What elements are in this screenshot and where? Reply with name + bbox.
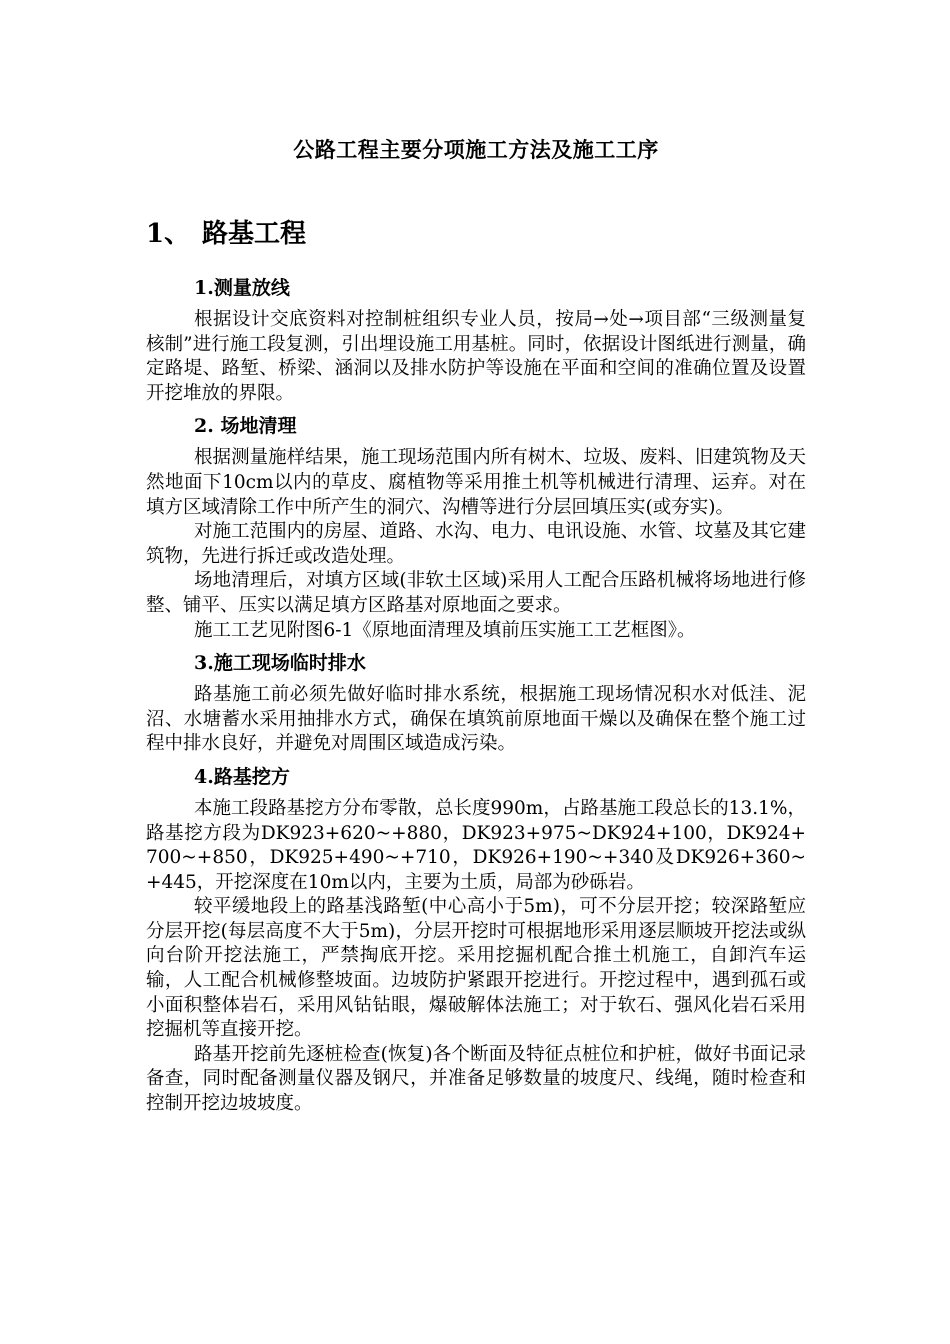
document-title: 公路工程主要分项施工方法及施工工序 <box>293 137 659 162</box>
section-number: 1、 <box>146 219 191 249</box>
subsection-excavation <box>146 757 806 1117</box>
section-heading <box>146 214 806 254</box>
paragraph: 对施工范围内的房屋、道路、水沟、电力、电讯设施、水管、坟墓及其它建筑物，先进行拆迁或改造处理。 <box>146 521 806 567</box>
section-title: 路基工程 <box>202 219 307 249</box>
paragraph: 路基施工前必须先做好临时排水系统，根据施工现场情况积水对低洼、泥沼、水塘蓄水采用抽排水方式，确保在填筑前原地面干燥以及确保在整个施工过程中排水良好，并避免对周围区域造成污染。 <box>146 684 806 755</box>
subsection-heading: 1.测量放线 <box>194 277 290 299</box>
subsection-site-clearing <box>146 406 806 643</box>
paragraph: 路基开挖前先逐桩检查(恢复)各个断面及特征点桩位和护桩，做好书面记录备查，同时配备测量仪器及钢尺，并准备足够数量的坡度尺、线绳，随时检查和控制开挖边坡坡度。 <box>146 1043 806 1115</box>
paragraph: 根据设计交底资料对控制桩组织专业人员，按局→处→项目部“三级测量复核制”进行施工段复测，引出埋设施工用基桩。同时，依据设计图纸进行测量，确定路堤、路堑、桥梁、涵洞以及排水防护等设施在平面和空间的准确位置及设置开挖堆放的界限。 <box>146 309 806 404</box>
paragraph: 场地清理后，对填方区域(非软土区域)采用人工配合压路机械将场地进行修整、铺平、压实以满足填方区路基对原地面之要求。 <box>146 570 806 616</box>
subsection-heading: 4.路基挖方 <box>194 765 290 788</box>
subsection-temporary-drainage <box>146 643 806 757</box>
paragraph: 较平缓地段上的路基浅路堑(中心高小于5m)，可不分层开挖；较深路堑应分层开挖(每层高度不大于5m)，分层开挖时可根据地形采用逐层顺坡开挖法或纵向台阶开挖法施工，严禁掏底开挖。采用挖掘机配合推土机施工，自卸汽车运输，人工配合机械修整坡面。边坡防护紧跟开挖进行。开挖过程中，遇到孤石或小面积整体岩石，采用风钻钻眼，爆破解体法施工；对于软石、强风化岩石采用挖掘机等直接开挖。 <box>146 896 806 1041</box>
paragraph: 施工工艺见附图6-1《原地面清理及填前压实施工工艺框图》。 <box>194 619 696 641</box>
subsection-heading: 2. 场地清理 <box>194 415 297 438</box>
paragraph: 根据测量施样结果，施工现场范围内所有树木、垃圾、废料、旧建筑物及天然地面下10cm以内的草皮、腐植物等采用推土机等机械进行清理、运弃。对在填方区域清除工作中所产生的洞穴、沟槽等进行分层回填压实(或夯实)。 <box>146 447 806 518</box>
subsection-heading: 3.施工现场临时排水 <box>194 652 366 675</box>
document-page <box>146 130 806 1117</box>
subsection-survey <box>146 268 806 406</box>
paragraph: 本施工段路基挖方分布零散，总长度990m，占路基施工段总长的13.1%，路基挖方段为DK923+620~+880，DK923+975~DK924+100，DK924+700~+850，DK925+490~+710，DK926+190~+340及DK926+360~+445，开挖深度在10m以内，主要为土质，局部为砂砾岩。 <box>146 797 806 893</box>
